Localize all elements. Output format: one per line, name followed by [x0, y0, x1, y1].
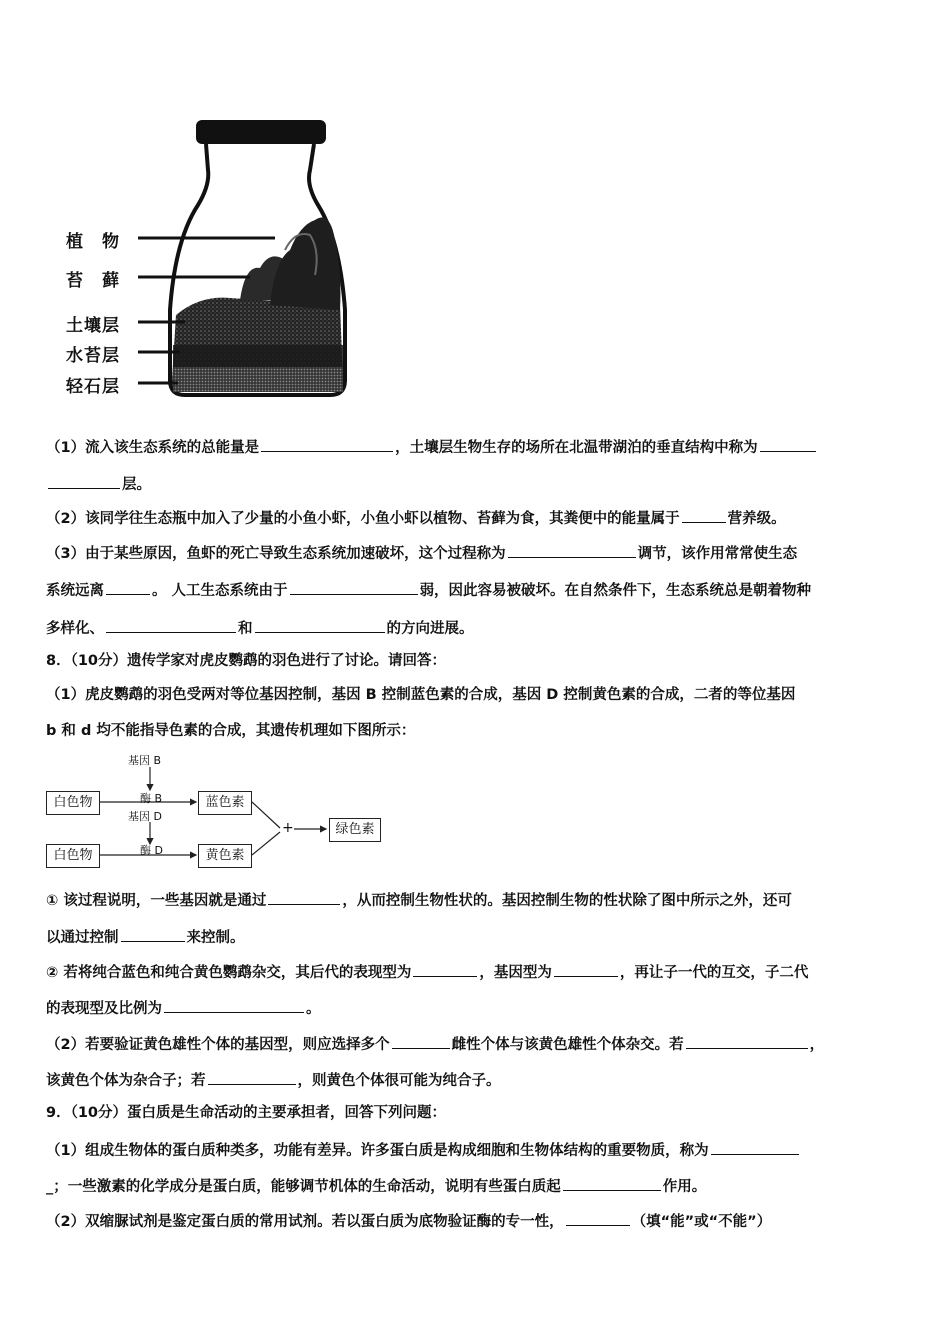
blue-pigment-box: 蓝色素	[198, 791, 252, 815]
q7-p2-text-a: （2）该同学往生态瓶中加入了少量的小鱼小虾，小鱼小虾以植物、苔藓为食，其粪便中的能量属于	[46, 511, 680, 527]
q8-s2-text-a: ② 若将纯合蓝色和纯合黄色鹦鹉杂交，其后代的表现型为	[46, 965, 412, 981]
q7-part3-line3	[46, 616, 906, 639]
q8-p2-text-d: 该黄色个体为杂合子；若	[46, 1073, 206, 1089]
q9-p1-text-c: 作用。	[662, 1179, 707, 1195]
q8-s2-text-b: ，基因型为	[479, 965, 552, 981]
answer-blank[interactable]	[208, 1068, 296, 1085]
q7-p1-text-b: ，土壤层生物生存的场所在北温带湖泊的垂直结构中称为	[395, 440, 758, 456]
green-pigment-box: 绿色素	[329, 818, 381, 842]
q9-p2-text-a: （2）双缩脲试剂是鉴定蛋白质的常用试剂。若以蛋白质为底物验证酶的专一性，	[46, 1214, 564, 1230]
answer-blank[interactable]	[566, 1209, 630, 1226]
q8-part2-line2	[46, 1068, 906, 1091]
q8-part1-line1: （1）虎皮鹦鹉的羽色受两对等位基因控制，基因 B 控制蓝色素的合成，基因 D 控制黄色素的合成，二者的等位基因	[46, 687, 796, 703]
q9-part1-line2	[46, 1174, 906, 1197]
answer-blank[interactable]	[164, 996, 304, 1013]
q7-p3-text-g: 和	[238, 621, 253, 637]
q9-p1-text-a: （1）组成生物体的蛋白质种类多，功能有差异。许多蛋白质是构成细胞和生物体结构的重要物质，称为	[46, 1143, 709, 1159]
yellow-pigment-box: 黄色素	[198, 844, 252, 868]
q8-p2-text-e: ，则黄色个体很可能为纯合子。	[297, 1073, 501, 1089]
q7-p1-text-c: 层。	[122, 477, 151, 493]
q7-p3-text-c: 系统远离	[46, 583, 104, 599]
q7-p3-text-b: 调节，该作用常常使生态	[637, 546, 798, 562]
answer-blank[interactable]	[563, 1174, 661, 1191]
q7-p3-text-f: 多样化、	[46, 621, 104, 637]
answer-blank[interactable]	[508, 541, 636, 558]
answer-blank[interactable]	[554, 960, 618, 977]
q8-sub2-line1	[46, 960, 906, 983]
q7-p3-text-d: 。 人工生态系统由于	[152, 583, 288, 599]
answer-blank[interactable]	[121, 925, 185, 942]
jar-label-moss: 苔 藓	[66, 271, 120, 291]
white-substance-box-1: 白色物	[46, 791, 100, 815]
answer-blank[interactable]	[290, 578, 418, 595]
q8-p2-text-a: （2）若要验证黄色雄性个体的基因型，则应选择多个	[46, 1037, 390, 1053]
q9-p2-text-b: （填“能”或“不能”）	[631, 1214, 772, 1230]
q7-p2-text-b: 营养级。	[727, 511, 786, 527]
answer-blank[interactable]	[760, 435, 816, 452]
q7-part3-line2	[46, 578, 906, 601]
q8-s1-text-b: ，从而控制生物性状的。基因控制生物的性状除了图中所示之外，还可	[342, 893, 792, 909]
q8-s2-text-c: ，再让子一代的互交，子二代	[619, 965, 809, 981]
answer-blank[interactable]	[392, 1032, 450, 1049]
q7-p1-text-a: （1）流入该生态系统的总能量是	[46, 440, 260, 456]
q8-part1-line2: b 和 d 均不能指导色素的合成，其遗传机理如下图所示：	[46, 723, 416, 739]
gene-d-label: 基因 D	[128, 810, 162, 823]
q9-title: 9．（10分）蛋白质是生命活动的主要承担者，回答下列问题：	[46, 1105, 447, 1121]
answer-blank[interactable]	[255, 616, 385, 633]
q8-p2-text-b: 雌性个体与该黄色雄性个体杂交。若	[451, 1037, 684, 1053]
jar-label-water-moss: 水苔层	[66, 346, 120, 366]
q8-p2-text-c: ，	[809, 1037, 825, 1053]
q7-part2	[46, 506, 906, 529]
q8-sub2-line2	[46, 996, 906, 1019]
q8-sub1-line1	[46, 888, 906, 911]
answer-blank[interactable]	[711, 1138, 799, 1155]
answer-blank[interactable]	[106, 578, 150, 595]
answer-blank[interactable]	[682, 506, 726, 523]
pigment-pathway-diagram	[46, 752, 386, 872]
q9-p1-text-b: _；一些激素的化学成分是蛋白质，能够调节机体的生命活动，说明有些蛋白质起	[46, 1179, 561, 1195]
q7-p3-text-h: 的方向进展。	[386, 621, 474, 637]
q7-part1-line2	[46, 472, 906, 495]
answer-blank[interactable]	[48, 472, 120, 489]
answer-blank[interactable]	[106, 616, 236, 633]
answer-blank[interactable]	[686, 1032, 808, 1049]
white-substance-box-2: 白色物	[46, 844, 100, 868]
q8-s1-text-c: 以通过控制	[46, 930, 119, 946]
q7-part3-line1	[46, 541, 906, 564]
answer-blank[interactable]	[261, 435, 393, 452]
jar-label-pumice: 轻石层	[66, 377, 120, 397]
q8-s1-text-a: ① 该过程说明，一些基因就是通过	[46, 893, 267, 909]
answer-blank[interactable]	[268, 888, 340, 905]
answer-blank[interactable]	[413, 960, 477, 977]
q8-s2-text-d: 的表现型及比例为	[46, 1001, 162, 1017]
q8-part2-line1	[46, 1032, 906, 1055]
enzyme-b-label: 酶 B	[140, 792, 163, 805]
gene-b-label: 基因 B	[128, 754, 162, 767]
q8-sub1-line2	[46, 925, 906, 948]
q8-s2-text-e: 。	[306, 1001, 321, 1017]
jar-label-plant: 植 物	[66, 232, 120, 252]
q7-p3-text-a: （3）由于某些原因，鱼虾的死亡导致生态系统加速破坏，这个过程称为	[46, 546, 506, 562]
jar-label-soil: 土壤层	[66, 316, 120, 336]
q8-title: 8．（10分）遗传学家对虎皮鹦鹉的羽色进行了讨论。请回答：	[46, 653, 447, 669]
q9-part1-line1	[46, 1138, 906, 1161]
q9-part2-line1	[46, 1209, 906, 1232]
q8-s1-text-d: 来控制。	[186, 930, 245, 946]
plus-sign: +	[282, 820, 294, 836]
q7-part1-line1	[46, 435, 906, 458]
q7-p3-text-e: 弱，因此容易被破坏。在自然条件下，生态系统总是朝着物种	[419, 583, 812, 599]
enzyme-d-label: 酶 D	[140, 844, 163, 857]
